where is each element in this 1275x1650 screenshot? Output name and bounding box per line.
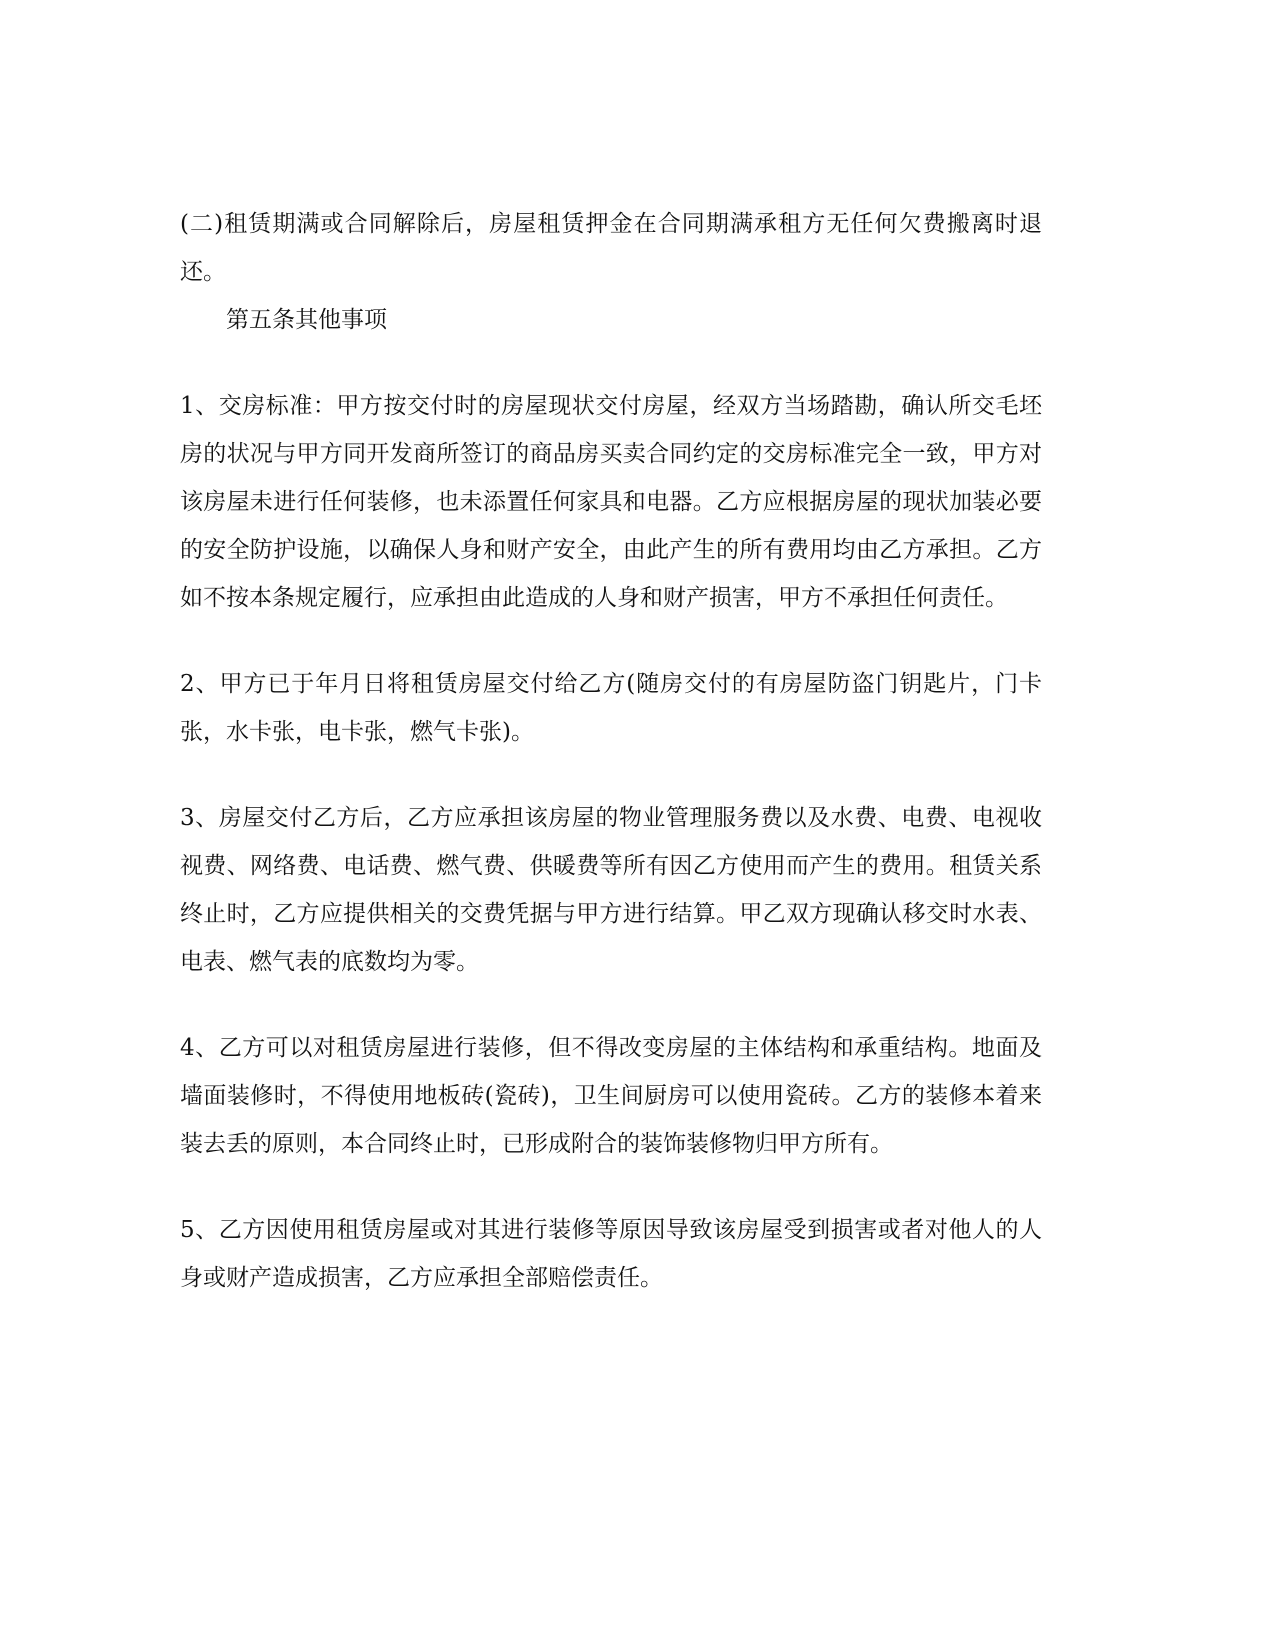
clause-1-delivery-standard: 1、交房标准：甲方按交付时的房屋现状交付房屋，经双方当场踏勘，确认所交毛坯房的状况与甲方同开发商所签订的商品房买卖合同约定的交房标准完全一致，甲方对该房屋未进行任何装修，也未添置任何家具和电器。乙方应根据房屋的现状加装必要的安全防护设施，以确保人身和财产安全，由此产生的所有费用均由乙方承担。乙方如不按本条规定履行，应承担由此造成的人身和财产损害，甲方不承担任何责任。 [180, 393, 1042, 611]
clause-3-fees: 3、房屋交付乙方后，乙方应承担该房屋的物业管理服务费以及水费、电费、电视收视费、网络费、电话费、燃气费、供暖费等所有因乙方使用而产生的费用。租赁关系终止时，乙方应提供相关的交费凭据与甲方进行结算。甲乙双方现确认移交时水表、电表、燃气表的底数均为零。 [180, 805, 1042, 975]
paragraph-gap [180, 986, 1042, 1024]
paragraph-gap [180, 756, 1042, 794]
section-heading-article-5: 第五条其他事项 [226, 307, 387, 333]
paragraph-gap [180, 1168, 1042, 1206]
paragraph-gap [180, 622, 1042, 660]
clause-5-liability: 5、乙方因使用租赁房屋或对其进行装修等原因导致该房屋受到损害或者对他人的人身或财产造成损害，乙方应承担全部赔偿责任。 [180, 1217, 1042, 1291]
clause-4-renovation: 4、乙方可以对租赁房屋进行装修，但不得改变房屋的主体结构和承重结构。地面及墙面装修时，不得使用地板砖(瓷砖)，卫生间厨房可以使用瓷砖。乙方的装修本着来装去丢的原则，本合同终止时，已形成附合的装饰装修物归甲方所有。 [180, 1035, 1042, 1157]
paragraph-gap [180, 344, 1042, 382]
clause-2-handover: 2、甲方已于年月日将租赁房屋交付给乙方(随房交付的有房屋防盗门钥匙片，门卡张，水卡张，电卡张，燃气卡张)。 [180, 671, 1042, 745]
document-body [180, 200, 1042, 1302]
paragraph-deposit-refund: (二)租赁期满或合同解除后，房屋租赁押金在合同期满承租方无任何欠费搬离时退还。 [180, 211, 1042, 285]
